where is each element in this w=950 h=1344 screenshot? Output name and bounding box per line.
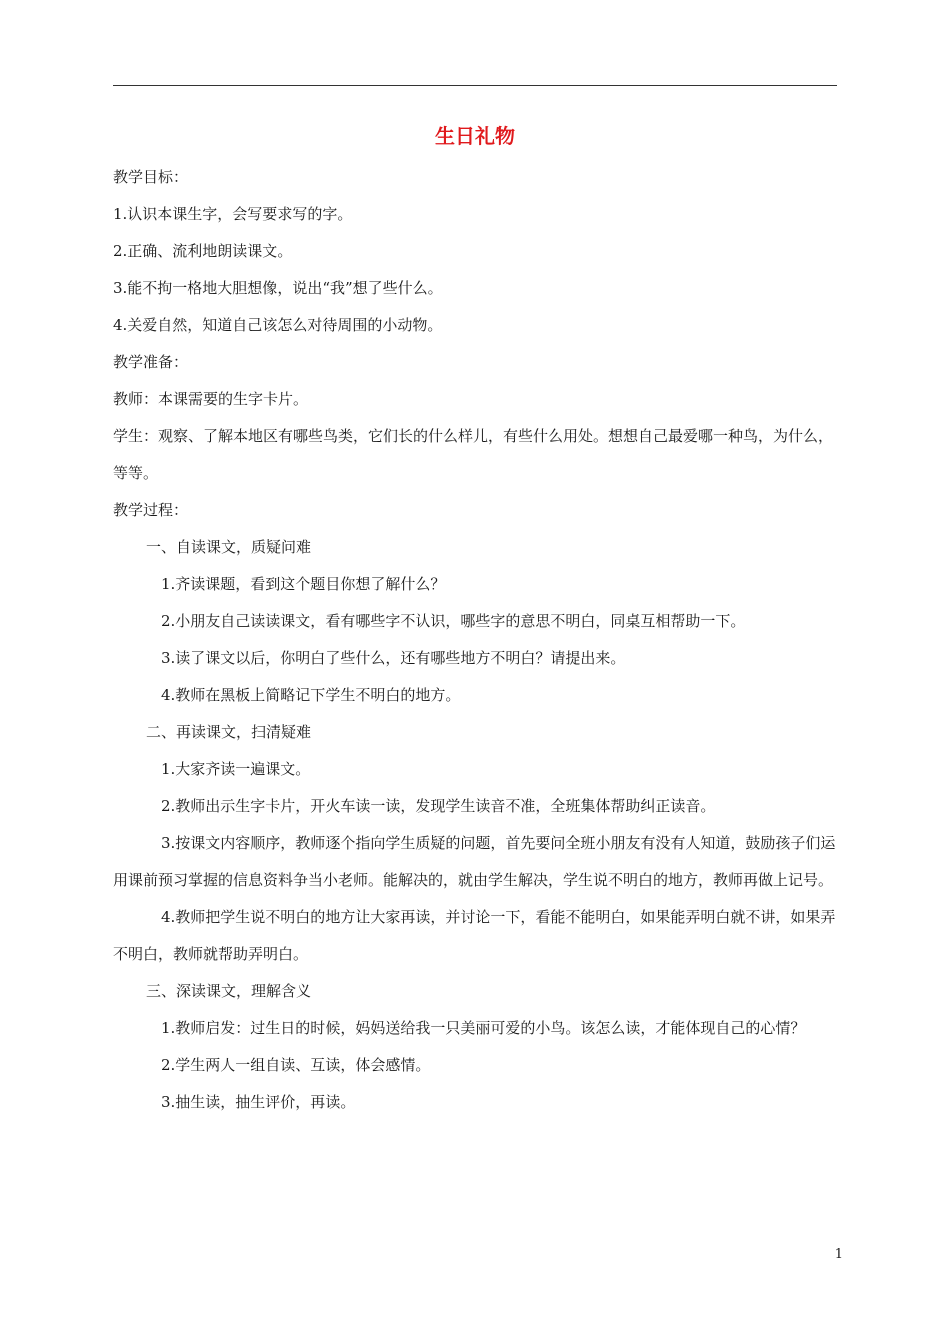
process-step-2-item-1: 1.大家齐读一遍课文。	[161, 760, 311, 778]
page-number: 1	[834, 1247, 843, 1262]
process-step-1-heading: 一、自读课文，质疑问难	[146, 538, 312, 556]
section-heading-process: 教学过程：	[113, 501, 189, 519]
process-step-3-item-2: 2.学生两人一组自读、互读，体会感情。	[161, 1056, 431, 1074]
header-rule	[113, 85, 837, 86]
process-step-1-item-1: 1.齐读课题，看到这个题目你想了解什么？	[161, 575, 446, 593]
process-step-1-item-4: 4.教师在黑板上简略记下学生不明白的地方。	[161, 686, 461, 704]
document-body	[113, 159, 843, 1121]
objective-2: 2.正确、流利地朗读课文。	[113, 242, 293, 260]
section-heading-objectives: 教学目标：	[113, 168, 189, 186]
objective-3: 3.能不拘一格地大胆想像，说出“我”想了些什么。	[113, 279, 443, 297]
process-step-2-heading: 二、再读课文，扫清疑难	[146, 723, 312, 741]
preparation-student: 学生：观察、了解本地区有哪些鸟类，它们长的什么样儿，有些什么用处。想想自己最爱哪一种鸟，为什么，等等。	[113, 427, 834, 482]
section-heading-preparation: 教学准备：	[113, 353, 189, 371]
process-step-3-item-1: 1.教师启发：过生日的时候，妈妈送给我一只美丽可爱的小鸟。该怎么读，才能体现自己的心情？	[161, 1019, 806, 1037]
process-step-2-item-4: 4.教师把学生说不明白的地方让大家再读，并讨论一下，看能不能明白，如果能弄明白就不讲，如果弄不明白，教师就帮助弄明白。	[113, 908, 836, 963]
document-title: 生日礼物	[435, 124, 515, 148]
objective-1: 1.认识本课生字，会写要求写的字。	[113, 205, 353, 223]
process-step-2-item-2: 2.教师出示生字卡片，开火车读一读，发现学生读音不准，全班集体帮助纠正读音。	[161, 797, 716, 815]
process-step-1-item-2: 2.小朋友自己读读课文，看有哪些字不认识，哪些字的意思不明白，同桌互相帮助一下。	[161, 612, 746, 630]
process-step-1-item-3: 3.读了课文以后，你明白了些什么，还有哪些地方不明白？请提出来。	[161, 649, 626, 667]
preparation-teacher: 教师：本课需要的生字卡片。	[113, 390, 309, 408]
process-step-2-item-3: 3.按课文内容顺序，教师逐个指向学生质疑的问题，首先要问全班小朋友有没有人知道，鼓励孩子们运用课前预习掌握的信息资料争当小老师。能解决的，就由学生解决，学生说不明白的地方，教师再做上记号。	[113, 834, 836, 889]
process-step-3-heading: 三、深读课文，理解含义	[146, 982, 312, 1000]
objective-4: 4.关爱自然，知道自己该怎么对待周围的小动物。	[113, 316, 443, 334]
process-step-3-item-3: 3.抽生读，抽生评价，再读。	[161, 1093, 356, 1111]
